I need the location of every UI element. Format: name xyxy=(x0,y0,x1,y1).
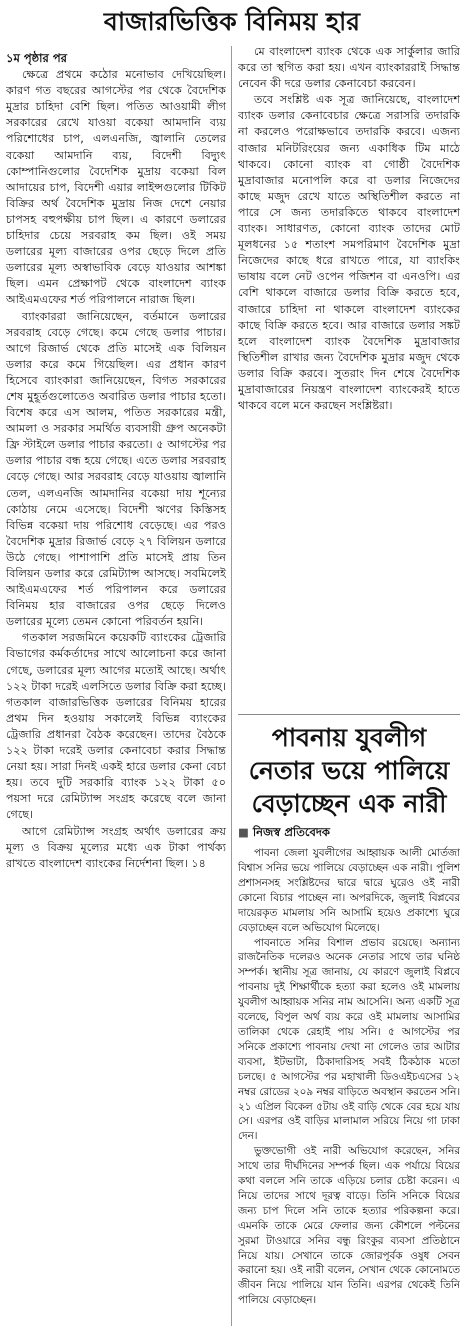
right-column xyxy=(238,44,460,1331)
headline: বাজারভিত্তিক বিনিময় হার xyxy=(103,7,361,36)
second-story xyxy=(238,714,460,1308)
second-story-headline: পাবনায় যুবলীগ নেতার ভয়ে পালিয়ে বেড়াচ্ছেন এক নারী xyxy=(248,723,450,818)
article-continuation xyxy=(238,44,460,704)
story-paragraph: পাবনাতে সনির বিশাল প্রভাব রয়েছে। অন্যান্য রাজনৈতিক দলেরও অনেক নেতার সাথে তার ঘনিষ্ঠ সম্পর্ক। স্থানীয় সূত্র জানায়, যে কারণে জুলাই বিপ্লবে পাবনায় দুই শিক্ষার্থীকে হত্যা করা হলেও ওই মামলায় যুবলীগ আহ্বায়ক সনির নাম আসেনি। অন্য একটি সূত্র বলেছে, বিপুল অর্থ ব্যয় করে ওই মামলায় আসামির তালিকা থেকে রেহাই পায় সনি। ৫ আগস্টের পর সনিকে প্রকাশ্যে পাবনায় দেখা না গেলেও তার আটার ব্যবসা, ইটভাটা, ঠিকাদারিসহ সবই ঠিকঠাক মতো চলছে। ৫ আগস্টের পর মহাখালী ডিওএইচএসের ১২ নম্বর রোডের ২০৯ নম্বর বাড়িতে অবস্থান করতেন সনি। ২১ এপ্রিল বিকেল ৫টায় ওই বাড়ি থেকে বের হয়ে যায় সে। এরপর ওই বাড়ির মালামাল সরিয়ে নিয়ে গা ঢাকা দেন। xyxy=(238,936,460,1143)
continued-label: ১ম পৃষ্ঠার পর xyxy=(6,51,67,65)
column-divider xyxy=(231,46,232,1326)
article-paragraph: ব্যাংকাররা জানিয়েছেন, বর্তমানে ডলারের সরবরাহ বেড়ে গেছে। কমে গেছে ডলার পাচার। আগে রিজার্ভ থেকে প্রতি মাসেই এক বিলিয়ন ডলার করে কমে গিয়েছিল। এর প্রধান কারণ হিসেবে ব্যাংকারা জানিয়েছেন, বিগত সরকারের শেষ মুহূর্তগুলোতেও অবারিত ডলার পাচার হতো। বিশেষ করে এস আলম, পতিত সরকারের মন্ত্রী, আমলা ও সরকার সমর্থিত ব্যবসায়ী গ্রুপ অনেকটা ফ্রি স্টাইলে ডলার পাচার করতো। ৫ আগস্টের পর ডলার পাচার বন্ধ হয়ে গেছে। এতে ডলার সরবরাহ বেড়ে গেছে। আর সরবরাহ বেড়ে যাওয়ায় জ্বালানি তেল, এলএনজি আমদানির বকেয়া দায় শূন্যের কোঠায় নেমে এসেছে। বিদেশী ঋণের কিস্তিসহ বিভিন্ন বকেয়া দায় পরিশোধ বেড়েছে। এর পরও বৈদেশিক মুদ্রার রিজার্ভ বেড়ে ২৭ বিলিয়ন ডলারে উঠে গেছে। পাশাপাশি প্রতি মাসেই প্রায় তিন বিলিয়ন ডলার করে রেমিট্যান্স আসছে। সবমিলেই আইএমএফের শর্ত পরিপালন করে ডলারের বিনিময় হার বাজারের ওপর ছেড়ে দিলেও ডলারের মূল্যে তেমন কোনো পরিবর্তন হয়নি। xyxy=(6,309,226,629)
article-paragraph: গতকাল সরজমিনে কয়েকটি ব্যাংকের ট্রেজারি বিভাগের কর্মকর্তাদের সাথে আলোচনা করে জানা গেছে, ডলারের মূল্য আগের মতোই আছে। অর্থাৎ ১২২ টাকা দরেই এলসিতে ডলার বিক্রি করা হচ্ছে। গতকাল বাজারভিত্তিক ডলারের বিনিময় হারের প্রথম দিন হওয়ায় সকালেই বিভিন্ন ব্যাংকের ট্রেজারি প্রধানরা বৈঠক করেছেন। তাদের বৈঠকে ১২২ টাকা দরেই ডলার কেনাবেচা করার সিদ্ধান্ত নেয়া হয়। সারা দিনই একই হারে ডলার কেনা বেচা হয়। তবে দুটি সরকারি ব্যাংক ১২২ টাকা ৫০ পয়সা দরে রেমিট্যান্স সংগ্রহ করেছে বলে জানা গেছে। xyxy=(6,631,226,822)
bullet-icon: ■ xyxy=(238,825,249,839)
story-paragraph: পাবনা জেলা যুবলীগের আহ্বায়ক আলী মোর্তজা বিশ্বাস সনির ভয়ে পালিয়ে বেড়াচ্ছেন এক নারী। পুলিশ প্রশাসনসহ সংশ্লিষ্টদের দ্বারে দ্বারে ঘুরেও ওই নারী কোনো বিচার পাচ্ছেন না। অপরদিকে, জুলাই বিপ্লবের দায়েরকৃত মামলায় সনি আসামি হয়েও প্রকাশ্যে ঘুরে বেড়াচ্ছেন বলে অভিযোগ মিলেছে। xyxy=(238,847,460,934)
article-paragraph: আগে রেমিট্যান্স সংগ্রহ অর্থাৎ ডলারের ক্রয় মূল্য ও বিক্রয় মূল্যের মধ্যে এক টাকা পার্থক্য রাখতে বাংলাদেশ ব্যাংকের নির্দেশনা ছিল। ১৪ xyxy=(6,824,226,870)
left-column xyxy=(6,44,226,1331)
byline-text: নিজস্ব প্রতিবেদক xyxy=(252,825,330,839)
article-paragraph: মে বাংলাদেশ ব্যাংক থেকে এক সার্কুলার জারি করে তা স্থগিত করা হয়। এখন ব্যাংকাররাই সিদ্ধান্ত নেবেন কী দরে ডলার কেনাবেচা করবেন। xyxy=(238,45,460,91)
second-story-body xyxy=(238,846,460,1308)
article-paragraph: ক্ষেত্রে প্রথমে কঠোর মনোভাব দেখিয়েছিল। কারণ গত বছরের আগস্টের পর থেকে বৈদেশিক মুদ্রার চাহিদা বেশি ছিল। পতিত আওয়ামী লীগ সরকারের রেখে যাওয়া বকেয়া আমদানি ব্যয় পরিশোধের চাপ, এলএনজি, জ্বালানি তেলের বকেয়া আমদানি ব্যয়, বিদেশী বিদ্যুৎ কোম্পানিগুলোর বৈদেশিক মুদ্রায় বকেয়া বিল আদায়ের চাপ, বিদেশী এয়ার লাইন্সগুলোর টিকিট বিক্রির অর্থ বৈদেশিক মুদ্রায় নিজ দেশে নেয়ার চাপসহ বহুপক্ষীয় চাপ ছিল। এ কারণে ডলারের চাহিদার চেয়ে সরবরাহ কম ছিল। ওই সময় ডলারের মূল্য বাজারের ওপর ছেড়ে দিলে প্রতি ডলারের মূল্য অস্বাভাবিক বেড়ে যাওয়ার আশঙ্কা ছিল। এমন প্রেক্ষাপট থেকে বাংলাদেশ ব্যাংক আইএমএফের শর্ত পরিপালনে নারাজ ছিল। xyxy=(6,68,226,307)
article-paragraph: তবে সংশ্লিষ্ট এক সূত্র জানিয়েছে, বাংলাদেশ ব্যাংক ডলার কেনাবেচার ক্ষেত্রে সরাসরি তদারকি না করলেও পরোক্ষভাবে তদারকি করবে। এজন্য বাজার মনিটরিংয়ের জন্য একাধিক টিম মাঠে থাকবে। কোনো ব্যাংক বা গোষ্ঠী বৈদেশিক মুদ্রাবাজার মনোপলি করে বা ডলার নিজেদের কাছে মজুদ রেখে যাতে অস্থিতিশীল করতে না পারে সে জন্য তদারকিতে থাকবে বাংলাদেশ ব্যাংক। সাধারণত, কোনো ব্যাংক তাদের মোট মূলধনের ১৫ শতাংশ সমপরিমাণ বৈদেশিক মুদ্রা নিজেদের কাছে ধরে রাখতে পারে, যা ব্যাংকিং ভাষায় বলে নেট ওপেন পজিশন বা এনওপি। এর বেশি থাকলে বাজারে ডলার বিক্রি করতে হবে, বাজারে চাহিদা না থাকলে বাংলাদেশ ব্যাংকের কাছে বিক্রি করতে হবে। আর বাজারে ডলার সঙ্কট হলে বাংলাদেশ ব্যাংক বৈদেশিক মুদ্রাবাজার স্থিতিশীল রাখার জন্য বৈদেশিক মুদ্রার মজুদ থেকে ডলার বিক্রি করবে। সুতরাং দিন শেষে বৈদেশিক মুদ্রাবাজারের নিয়ন্ত্রণ বাংলাদেশ ব্যাংকেরই হাতে থাকবে বলে মনে করছেন সংশ্লিষ্টরা। xyxy=(238,93,460,413)
byline xyxy=(238,824,460,840)
story-paragraph: ভুক্তভোগী ওই নারী অভিযোগ করেছেন, সনির সাথে তার দীর্ঘদিনের সম্পর্ক ছিল। এক পর্যায়ে বিয়ের কথা বললে সনি তাকে এড়িয়ে চলার চেষ্টা করেন। এ নিয়ে তাদের সাথে দূরত্ব বাড়ে। তিনি সনিকে বিয়ের জন্য চাপ দিলে সনি তাকে হত্যার পরিকল্পনা করে। এমনকি তাকে মেরে ফেলার জন্য কৌশলে পল্টনের সুরমা টাওয়ারে সনির বন্ধু রিংকুর ব্যবসা প্রতিষ্ঠানে নিয়ে যায়। সেখানে তাকে জোরপূর্বক ওষুধ সেবন করানো হয়। ওই নারী বলেন, সেখান থেকে কোনোমতে জীবন নিয়ে পালিয়ে যান তিনি। এরপর থেকেই তিনি পালিয়ে বেড়াচ্ছেন। xyxy=(238,1145,460,1307)
